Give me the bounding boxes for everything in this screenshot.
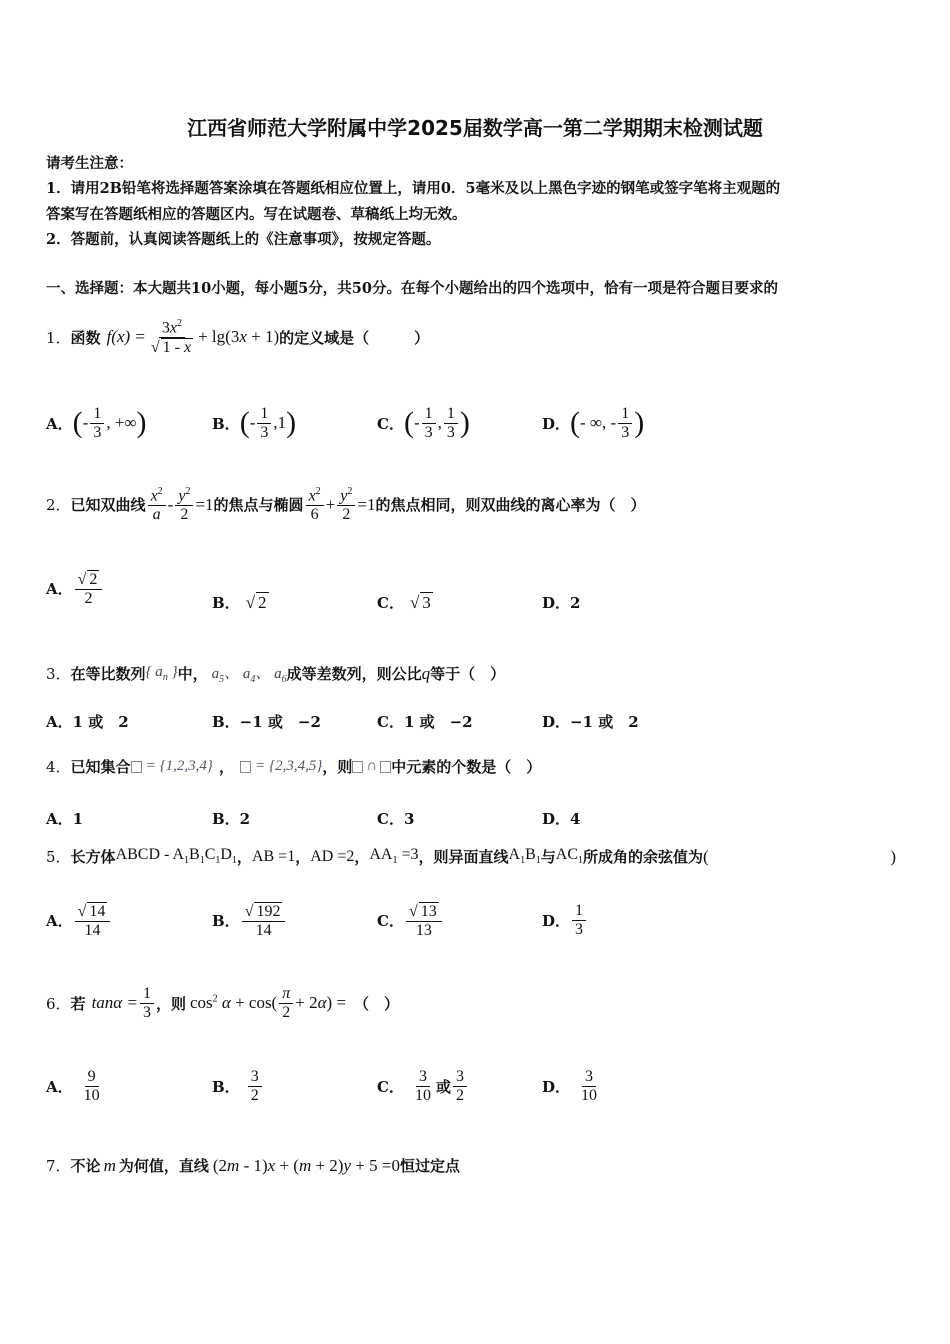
q1-option-d[interactable]: D． ( - ∞, - $\frac{1}{3}$ ) <box>542 405 645 441</box>
q7-number: 7． <box>46 1157 71 1175</box>
q2-post: 的焦点相同，则双曲线的离心率为（ ） <box>375 496 646 515</box>
q5-pre: 长方体 <box>70 848 116 866</box>
page-title: 江西省师范大学附属中学2025届数学高一第二学期期末检测试题 <box>187 116 763 140</box>
q5-solid: ABCD - $A_1B_1C_1D_1$ <box>115 846 237 867</box>
q3-pre: 在等比数列 <box>70 665 146 683</box>
q5-a1b1: $A_1B_1$ <box>508 846 541 867</box>
q4-set-b: {2,3,4,5} <box>269 758 323 774</box>
q2-pre: 已知双曲线 <box>70 496 146 515</box>
q6-tan-value: $\frac{1}{3}$ <box>140 985 154 1021</box>
option-label: A． <box>46 1077 73 1096</box>
option-label: A． <box>46 912 73 931</box>
q5-ad: AD =2 <box>310 847 355 865</box>
q5-mid: ，则异面直线 <box>418 848 509 866</box>
q6-pi-half: $\frac{\pi}{2}$ <box>279 985 293 1021</box>
q4-option-b[interactable]: B．2 <box>212 810 251 828</box>
q6-option-c[interactable]: C． $\frac{3}{10}$ 或 $\frac{3}{2}$ <box>377 1068 469 1104</box>
option-label: B． <box>212 1077 240 1096</box>
q5-comma-2: ， <box>295 848 311 866</box>
notes-heading: 请考生注意： <box>46 155 133 172</box>
q3-mid2: 成等差数列，则公比 <box>286 665 422 683</box>
q6-expression: $\cos^2 \alpha + \cos$( <box>189 993 278 1013</box>
option-label: D． <box>542 594 571 612</box>
q3-mid1: 中， <box>177 665 208 683</box>
q3-option-a[interactable]: A．1 或 2 <box>46 713 129 731</box>
q4-equals: = <box>145 758 156 774</box>
q3-option-d[interactable]: D．−1 或 2 <box>542 713 639 731</box>
option-label: C． <box>377 1077 404 1096</box>
q3-post: 等于（ ） <box>430 665 506 683</box>
q2-option-c[interactable]: C． √ 3 <box>377 593 431 612</box>
q3-q-symbol: q <box>421 663 431 683</box>
intersection-icon: ∩ <box>366 758 378 774</box>
q4-option-d[interactable]: D．4 <box>542 810 581 828</box>
q2-number: 2． <box>46 496 71 515</box>
q2-option-a[interactable]: A． $\frac{√ 2}{2}$ <box>46 570 104 607</box>
q4-option-a[interactable]: A．1 <box>46 810 84 828</box>
q6-number: 6． <box>46 994 71 1013</box>
q6-option-a[interactable]: A． $\frac{9}{10}$ <box>46 1068 100 1104</box>
q4-mid: ，则 <box>322 758 353 776</box>
notes-line-1: 1．请用2B铅笔将选择题答案涂填在答题纸相应位置上，请用0．5毫米及以上黑色字迹的钢笔或签字笔将主观题的 <box>46 180 781 197</box>
q4-equals-2: = <box>254 758 266 774</box>
q5-option-c[interactable]: C． $\frac{√ 13}{13}$ <box>377 902 444 939</box>
q2-mid: 的焦点与椭圆 <box>213 496 304 515</box>
q5-post: 所成角的余弦值为 <box>583 848 704 866</box>
question-7 <box>46 1155 460 1176</box>
q1-formula: f(x) = <box>106 327 146 347</box>
missing-glyph-icon <box>240 761 251 773</box>
q3-option-c[interactable]: C．1 或 −2 <box>377 713 473 731</box>
q7-line-equation: (2m - 1)x + (m + 2)y + 5 =0 <box>212 1155 400 1175</box>
q3-option-b[interactable]: B．−1 或 −2 <box>212 713 321 731</box>
q7-post: 恒过定点 <box>399 1157 460 1175</box>
q1-log: + lg(3x + 1) <box>198 327 280 347</box>
q1-post: 的定义域是（ ） <box>279 328 430 347</box>
question-4 <box>46 756 541 777</box>
missing-glyph-icon <box>131 761 142 773</box>
option-label: C． <box>377 414 404 433</box>
q5-ac1: $AC_1$ <box>555 846 583 867</box>
q2-option-b[interactable]: B． √ 2 <box>212 593 267 612</box>
option-label: B． <box>212 912 240 931</box>
q6-option-b[interactable]: B． $\frac{3}{2}$ <box>212 1068 264 1104</box>
q1-option-c[interactable]: C． ( - $\frac{1}{3}$ , $\frac{1}{3}$ ) <box>377 405 470 441</box>
q4-number: 4． <box>46 758 71 776</box>
q5-number: 5． <box>46 848 71 866</box>
q4-set-a: {1,2,3,4} <box>159 758 213 774</box>
notes-line-3: 2．答题前，认真阅读答题纸上的《注意事项》，按规定答题。 <box>46 231 441 248</box>
missing-glyph-icon <box>352 761 363 773</box>
q5-answer-parens: ( ) <box>703 846 896 866</box>
q6-tan: tanα = <box>91 993 138 1013</box>
option-label: A． <box>46 414 73 433</box>
q1-option-b[interactable]: B． ( - $\frac{1}{3}$ ,1 ) <box>212 405 297 441</box>
q5-ab: AB =1 <box>251 847 296 865</box>
q7-mid: 为何值，直线 <box>118 1157 209 1175</box>
q2-ellipse: $\frac{x^2}{6}$ <box>306 486 324 524</box>
q2-hyperbola: $\frac{x^2}{a}$ <box>148 486 166 524</box>
q6-pre: 若 <box>70 994 86 1013</box>
q3-number: 3． <box>46 665 71 683</box>
question-5 <box>46 846 896 867</box>
q3-sequence: { $a_n$ } <box>145 664 178 683</box>
q7-m: m <box>103 1155 116 1175</box>
q5-option-b[interactable]: B． $\frac{√ 192}{14}$ <box>212 902 287 939</box>
question-1 <box>46 318 429 357</box>
q5-and: 与 <box>540 848 556 866</box>
question-2: 2． 已知双曲线 $\frac{x^2}{a}$ - $\frac{y^2}{2}$ =1 的焦点与椭圆 $\frac{x^2}{6}$ + $\frac{y^2}{2}$ =1 的焦点相同，则双曲线的离心率为（ ） <box>46 486 646 523</box>
q4-comma: ， <box>218 758 234 776</box>
q1-fraction: $\frac{3x^2}{√ 1 - x}$ <box>150 318 192 356</box>
q1-pre: 函数 <box>70 328 101 347</box>
q5-aa1: $AA_1 =3$ <box>369 846 419 867</box>
q5-comma-3: ， <box>354 848 370 866</box>
option-label: A． <box>46 580 73 599</box>
q4-pre: 已知集合 <box>70 758 131 776</box>
question-3 <box>46 662 505 685</box>
q6-post: （ ） <box>354 994 400 1013</box>
option-label: C． <box>377 912 404 931</box>
q5-option-d[interactable]: D． $\frac{1}{3}$ <box>542 902 588 938</box>
q6-expression-tail: + 2α) = <box>295 993 347 1013</box>
section-heading: 一、选择题：本大题共10小题，每小题5分，共50分。在每个小题给出的四个选项中，恰有一项是符合题目要求的 <box>46 280 778 297</box>
q3-terms: $a_5$、 $a_4$、 $a_6$ <box>211 666 287 685</box>
option-label: C． <box>377 594 404 612</box>
q1-option-a[interactable]: A． ( - $\frac{1}{3}$ , +∞ ) <box>46 405 147 441</box>
q6-or: 或 <box>435 1077 451 1096</box>
notes-line-2: 答案写在答题纸相应的答题区内。写在试题卷、草稿纸上均无效。 <box>46 206 467 223</box>
q4-option-c[interactable]: C．3 <box>377 810 415 828</box>
option-label: B． <box>212 594 240 612</box>
q6-mid: ，则 <box>155 994 186 1013</box>
option-label: D． <box>542 1077 571 1096</box>
option-label: B． <box>212 414 240 433</box>
q5-comma-1: ， <box>236 848 252 866</box>
option-label: D． <box>542 911 571 930</box>
q1-number: 1． <box>46 328 71 347</box>
q7-pre: 不论 <box>70 1157 101 1175</box>
question-6 <box>46 985 399 1021</box>
q4-post: 中元素的个数是（ ） <box>391 758 542 776</box>
q2-option-d[interactable]: D．2 <box>542 594 581 612</box>
q5-option-a[interactable]: A． $\frac{√ 14}{14}$ <box>46 902 112 939</box>
option-label: D． <box>542 414 571 433</box>
missing-glyph-icon <box>380 761 391 773</box>
q6-option-d[interactable]: D． $\frac{3}{10}$ <box>542 1068 598 1104</box>
